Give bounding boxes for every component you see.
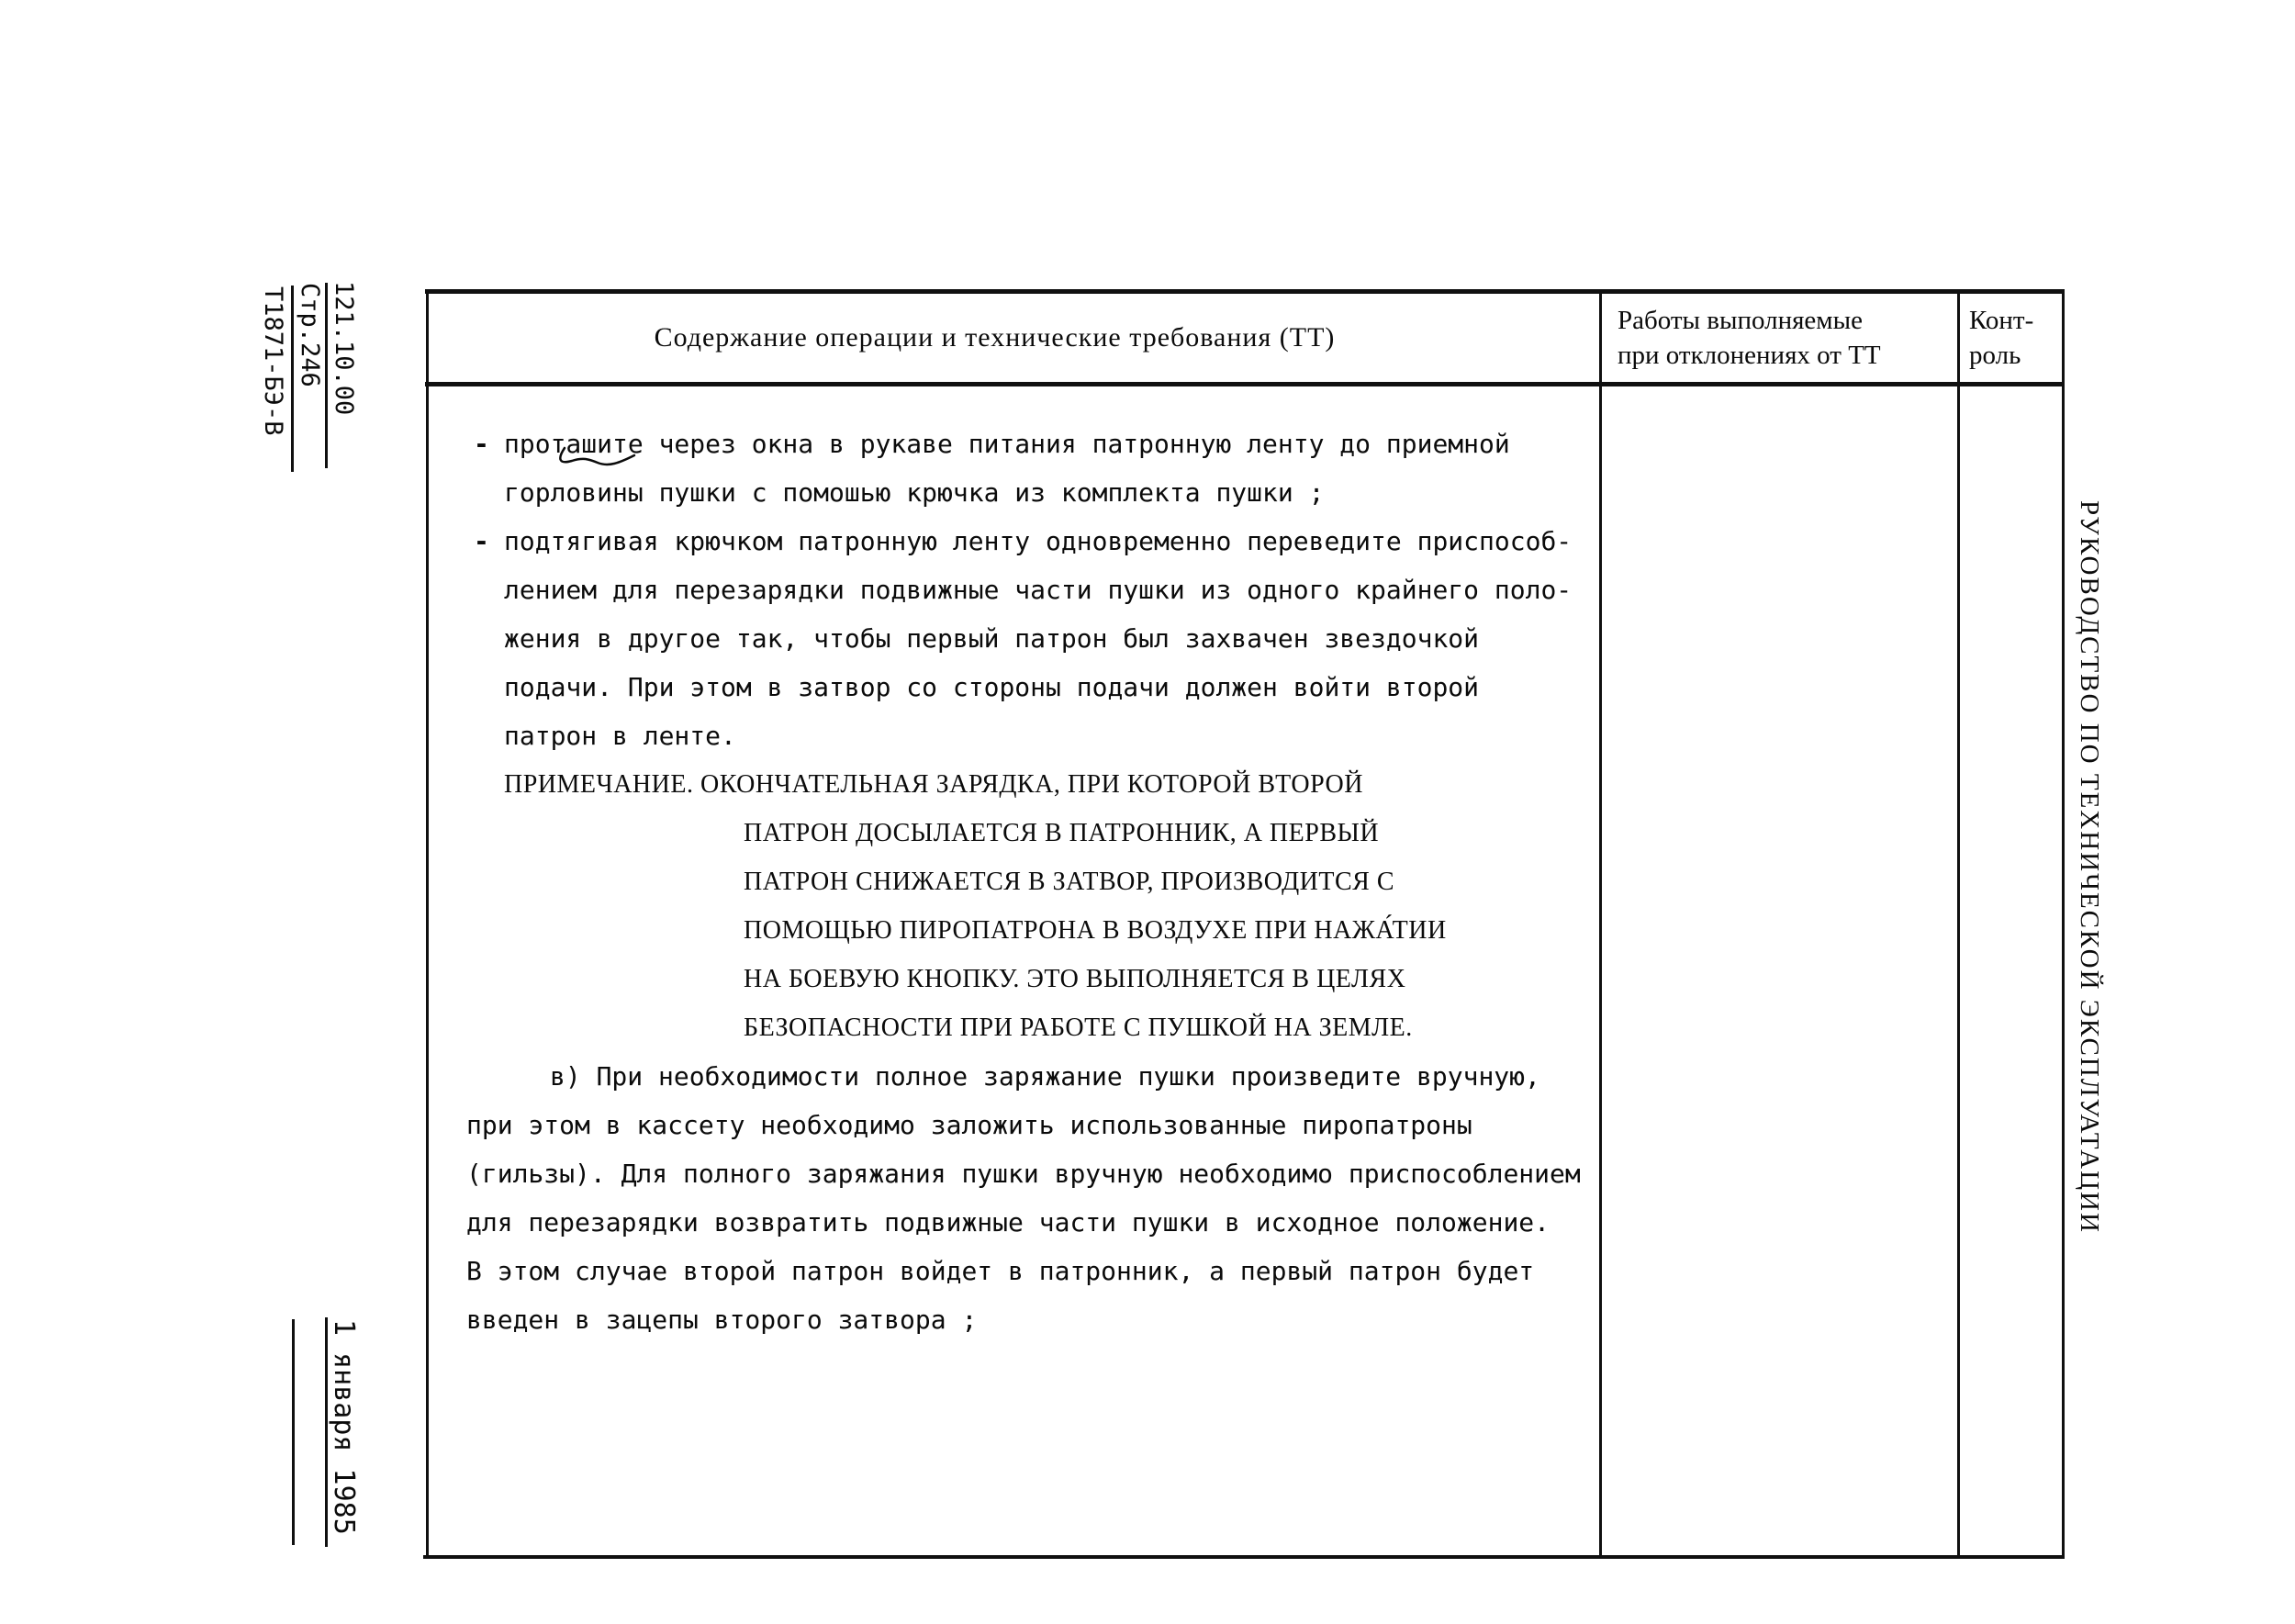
text-line [427, 955, 1602, 1003]
table-border-bottom [423, 1555, 2065, 1559]
text-line [427, 468, 1602, 517]
bullet-dash: - [474, 429, 489, 459]
text-line [427, 857, 1602, 906]
text-line [427, 1198, 1602, 1247]
operation-text [427, 420, 1602, 1344]
header-control-line2: роль [1969, 340, 2021, 370]
text-line-text: в) При необходимости полное заряжание пушки произведите вручную, [550, 1061, 1540, 1092]
header-control-column [1957, 294, 2062, 381]
text-line-text: патрон в ленте. [504, 721, 736, 751]
text-line [427, 1149, 1602, 1198]
text-line-text: (гильзы). Для полного заряжания пушки вручную необходимо приспособлением [466, 1159, 1581, 1189]
text-line [427, 1052, 1602, 1101]
text-line [427, 614, 1602, 663]
table-header-separator [425, 382, 2065, 386]
text-line-text: подтягивая крючком патронную ленту одновременно переведите приспособ- [504, 526, 1573, 556]
text-line [427, 711, 1602, 760]
header-deviations-line1: Работы выполняемые [1618, 305, 1864, 335]
text-line-text: лением для перезарядки подвижные части пушки из одного крайнего поло- [504, 575, 1573, 605]
text-line [427, 663, 1602, 711]
header-operations-text: Содержание операции и технические требования (ТТ) [654, 321, 1336, 353]
text-line [427, 1247, 1602, 1295]
table-column-divider-2 [1957, 289, 1960, 1559]
header-deviations-line2: при отклонениях от ТТ [1618, 340, 1881, 370]
text-line [427, 809, 1602, 857]
text-line [427, 566, 1602, 614]
margin-rule [291, 286, 294, 472]
text-line [427, 1003, 1602, 1052]
manual-title: РУКОВОДСТВО ПО ТЕХНИЧЕСКОЙ ЭКСПЛУАТАЦИИ [2075, 500, 2104, 1234]
text-line-text: для перезарядки возвратить подвижные части пушки в исходное положение. [466, 1207, 1551, 1238]
text-line-text: жения в другое так, чтобы первый патрон был захвачен звездочкой [504, 623, 1480, 654]
text-line-text: НА БОЕВУЮ КНОПКУ. ЭТО ВЫПОЛНЯЕТСЯ В ЦЕЛЯХ [744, 965, 1406, 993]
header-operations-column [427, 294, 1599, 381]
date: 1 января 1985 [328, 1319, 360, 1535]
margin-rule [325, 283, 328, 468]
text-line [427, 906, 1602, 955]
text-line-text: ПАТРОН ДОСЫЛАЕТСЯ В ПАТРОННИК, А ПЕРВЫЙ [744, 819, 1380, 847]
text-line-text: проташите через окна в рукаве питания патронную ленту до приемной [504, 429, 1510, 459]
text-line [427, 760, 1602, 809]
text-line-text: ПАТРОН СНИЖАЕТСЯ В ЗАТВОР, ПРОИЗВОДИТСЯ С [744, 868, 1395, 896]
handwritten-squiggle [555, 446, 640, 470]
text-line-text: при этом в кассету необходимо заложить использованные пиропатроны [466, 1110, 1472, 1140]
page-number: Стр.246 [296, 283, 324, 387]
text-line [427, 1295, 1602, 1344]
header-control-line1: Конт- [1969, 305, 2034, 335]
text-line-text: горловины пушки с помошью крючка из комплекта пушки ; [504, 477, 1325, 508]
text-line-text: ПРИМЕЧАНИЕ. ОКОНЧАТЕЛЬНАЯ ЗАРЯДКА, ПРИ КОТОРОЙ ВТОРОЙ [504, 770, 1363, 799]
bullet-dash: - [474, 526, 489, 556]
doc-number: 121.10.00 [330, 281, 358, 416]
text-line-text: В этом случае второй патрон войдет в патронник, а первый патрон будет [466, 1256, 1535, 1286]
text-line-text: подачи. При этом в затвор со стороны подачи должен войти второй [504, 672, 1480, 702]
text-line-text: введен в зацепы второго затвора ; [466, 1305, 978, 1335]
text-line [427, 1101, 1602, 1149]
text-line-text: БЕЗОПАСНОСТИ ПРИ РАБОТЕ С ПУШКОЙ НА ЗЕМЛЕ. [744, 1014, 1413, 1042]
margin-rule [292, 1319, 295, 1545]
doc-code: Т1871-БЭ-В [259, 286, 287, 436]
table-border-right [2062, 289, 2065, 1559]
text-line-text: ПОМОЩЬЮ ПИРОПАТРОНА В ВОЗДУХЕ ПРИ НАЖА́ТИИ [744, 916, 1447, 945]
header-deviations-column [1599, 294, 1957, 381]
text-line [427, 517, 1602, 566]
